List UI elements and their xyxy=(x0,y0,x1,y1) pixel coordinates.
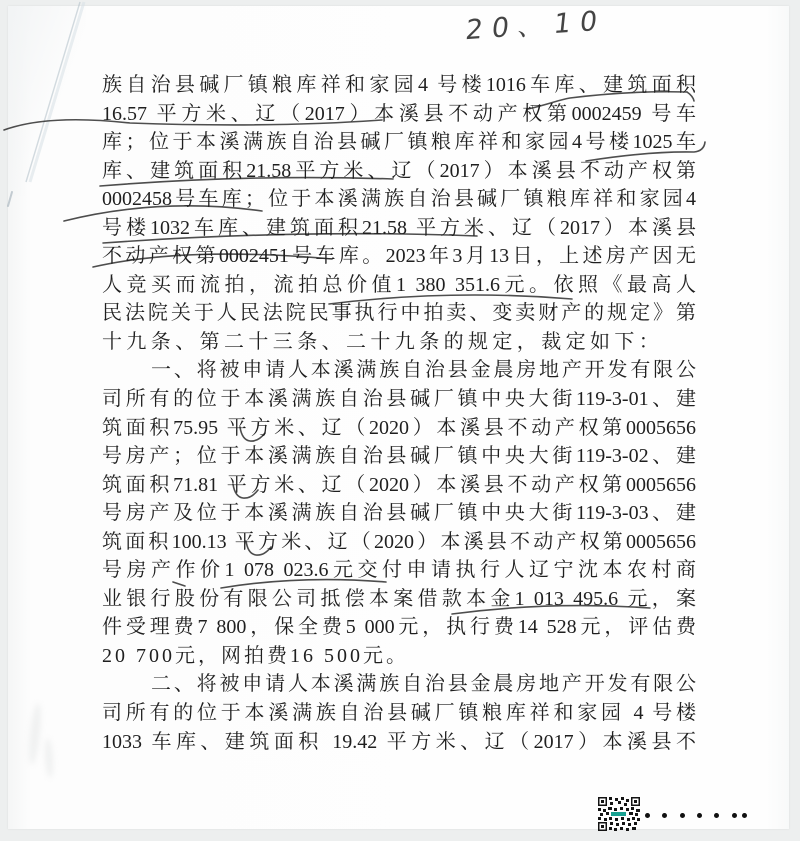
text-line: 16.57 平方米、辽（2017）本溪县不动产权第0002459 号车 xyxy=(102,102,696,125)
text-line: 人竞买而流拍，流拍总价值1 380 351.6元。依照《最高人 xyxy=(102,273,696,296)
handwritten-number: 20、10 xyxy=(463,5,608,47)
text-line: 20 700元，网拍费16 500元。 xyxy=(102,644,409,667)
qr-code xyxy=(598,797,640,831)
text-line: 筑面积75.95 平方米、辽（2020）本溪县不动产权第0005656 xyxy=(102,416,696,439)
text-line: 筑面积100.13 平方米、辽（2020）本溪县不动产权第0005656 xyxy=(102,530,696,553)
text-line: 十九条、第二十三条、二十九条的规定，裁定如下： xyxy=(102,330,664,353)
text-line: 1033 车库、建筑面积 19.42 平方米、辽（2017）本溪县不 xyxy=(102,730,696,753)
text-line: 业银行股份有限公司抵偿本案借款本金1 013 495.6 元，案 xyxy=(102,587,696,610)
text-line: 号楼1032车库、建筑面积21.58 平方米、辽（2017）本溪县 xyxy=(102,216,696,239)
text-line: 号房产作价1 078 023.6元交付申请执行人辽宁沈本农村商 xyxy=(102,559,696,582)
qr-center-logo xyxy=(611,812,626,816)
text-line: 号房产；位于本溪满族自治县碱厂镇中央大街119-3-02、建 xyxy=(102,445,696,468)
text-line: 不动产权第0002451号车库。2023年3月13日，上述房产因无 xyxy=(102,245,696,268)
text-line: 二、将被申请人本溪满族自治县金晨房地产开发有限公 xyxy=(151,673,696,696)
text-line: 一、将被申请人本溪满族自治县金晨房地产开发有限公 xyxy=(151,359,696,382)
text-line: 司所有的位于本溪满族自治县碱厂镇中央大街119-3-01、建 xyxy=(102,388,696,411)
document-body xyxy=(102,71,696,756)
text-line: 筑面积71.81 平方米、辽（2020）本溪县不动产权第0005656 xyxy=(102,473,696,496)
text-line: 库；位于本溪满族自治县碱厂镇粮库祥和家园4号楼1025车 xyxy=(102,131,696,154)
text-line: 民法院关于人民法院民事执行中拍卖、变卖财产的规定》第 xyxy=(102,302,696,325)
text-line: 号房产及位于本溪满族自治县碱厂镇中央大街119-3-03、建 xyxy=(102,502,696,525)
text-line: 族自治县碱厂镇粮库祥和家园4 号楼1016车库、建筑面积 xyxy=(102,74,696,96)
text-line: 0002458号车库；位于本溪满族自治县碱厂镇粮库祥和家园4 xyxy=(102,188,696,211)
text-line: 件受理费7 800，保全费5 000元，执行费14 528元，评估费 xyxy=(102,616,696,639)
text-line: 司所有的位于本溪满族自治县碱厂镇粮库祥和家园 4 号楼 xyxy=(102,702,696,725)
text-line: 库、建筑面积21.58平方米、辽（2017）本溪县不动产权第 xyxy=(102,159,696,182)
